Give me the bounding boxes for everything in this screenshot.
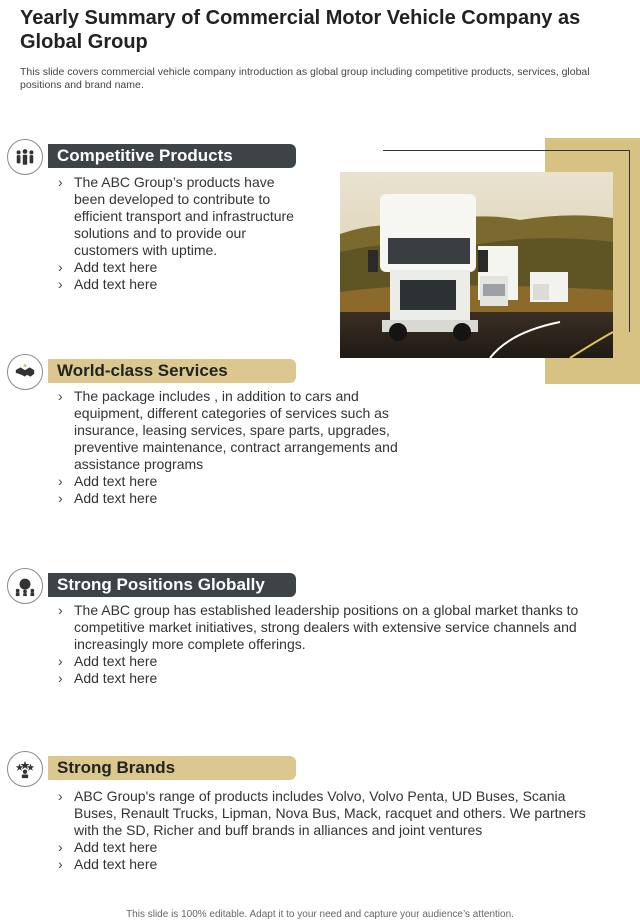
section-heading-strong-brands: Strong Brands [48, 756, 296, 780]
list-item: › ABC Group's range of products includes Volvo, Volvo Penta, UD Buses, Scania Buses, Renault Trucks, Lipman, Nova Bus, Mack, racquet and others. We partners with the SD, Richer and buff brands in alliances and joint ventures [56, 788, 596, 839]
list-item: › Add text here [56, 856, 596, 873]
list-item: › The package includes , in addition to cars and equipment, different categories of services such as insurance, leasing services, spare parts, upgrades, preventive maintenance, contract arrangements and assistance programs [56, 388, 406, 473]
list-item: › Add text here [56, 473, 406, 490]
list-item: › The ABC Group’s products have been developed to contribute to efficient transport and infrastructure solutions and to provide our customers with uptime. [56, 174, 296, 259]
footer-note: This slide is 100% editable. Adapt it to your need and capture your audience’s attention. [126, 909, 514, 920]
page-subtitle: This slide covers commercial vehicle company introduction as global group including competitive products, services, global positions and brand name. [20, 66, 590, 91]
list-item: › The ABC group has established leadership positions on a global market thanks to competitive market initiatives, strong dealers with extensive service channels and increasingly more complete offerings. [56, 602, 596, 653]
trucks-on-road-image [340, 172, 613, 358]
list-item: › Add text here [56, 259, 296, 276]
frame-line-top [383, 150, 630, 151]
list-item: › Add text here [56, 839, 596, 856]
section-heading-strong-positions-globally: Strong Positions Globally [48, 573, 296, 597]
world-class-services-list [56, 388, 406, 507]
section-heading-world-class-services: World-class Services [48, 359, 296, 383]
page-title: Yearly Summary of Commercial Motor Vehicle Company as Global Group [20, 7, 581, 53]
frame-line-right [629, 150, 630, 332]
star-rating-icon [7, 751, 43, 787]
competitive-products-list [56, 174, 296, 293]
strong-brands-list [56, 788, 596, 873]
handshake-icon [7, 354, 43, 390]
strong-positions-list [56, 602, 596, 687]
list-item: › Add text here [56, 490, 406, 507]
team-people-icon [7, 139, 43, 175]
section-heading-competitive-products: Competitive Products [48, 144, 296, 168]
list-item: › Add text here [56, 670, 596, 687]
list-item: › Add text here [56, 276, 296, 293]
globe-people-icon [7, 568, 43, 604]
list-item: › Add text here [56, 653, 596, 670]
